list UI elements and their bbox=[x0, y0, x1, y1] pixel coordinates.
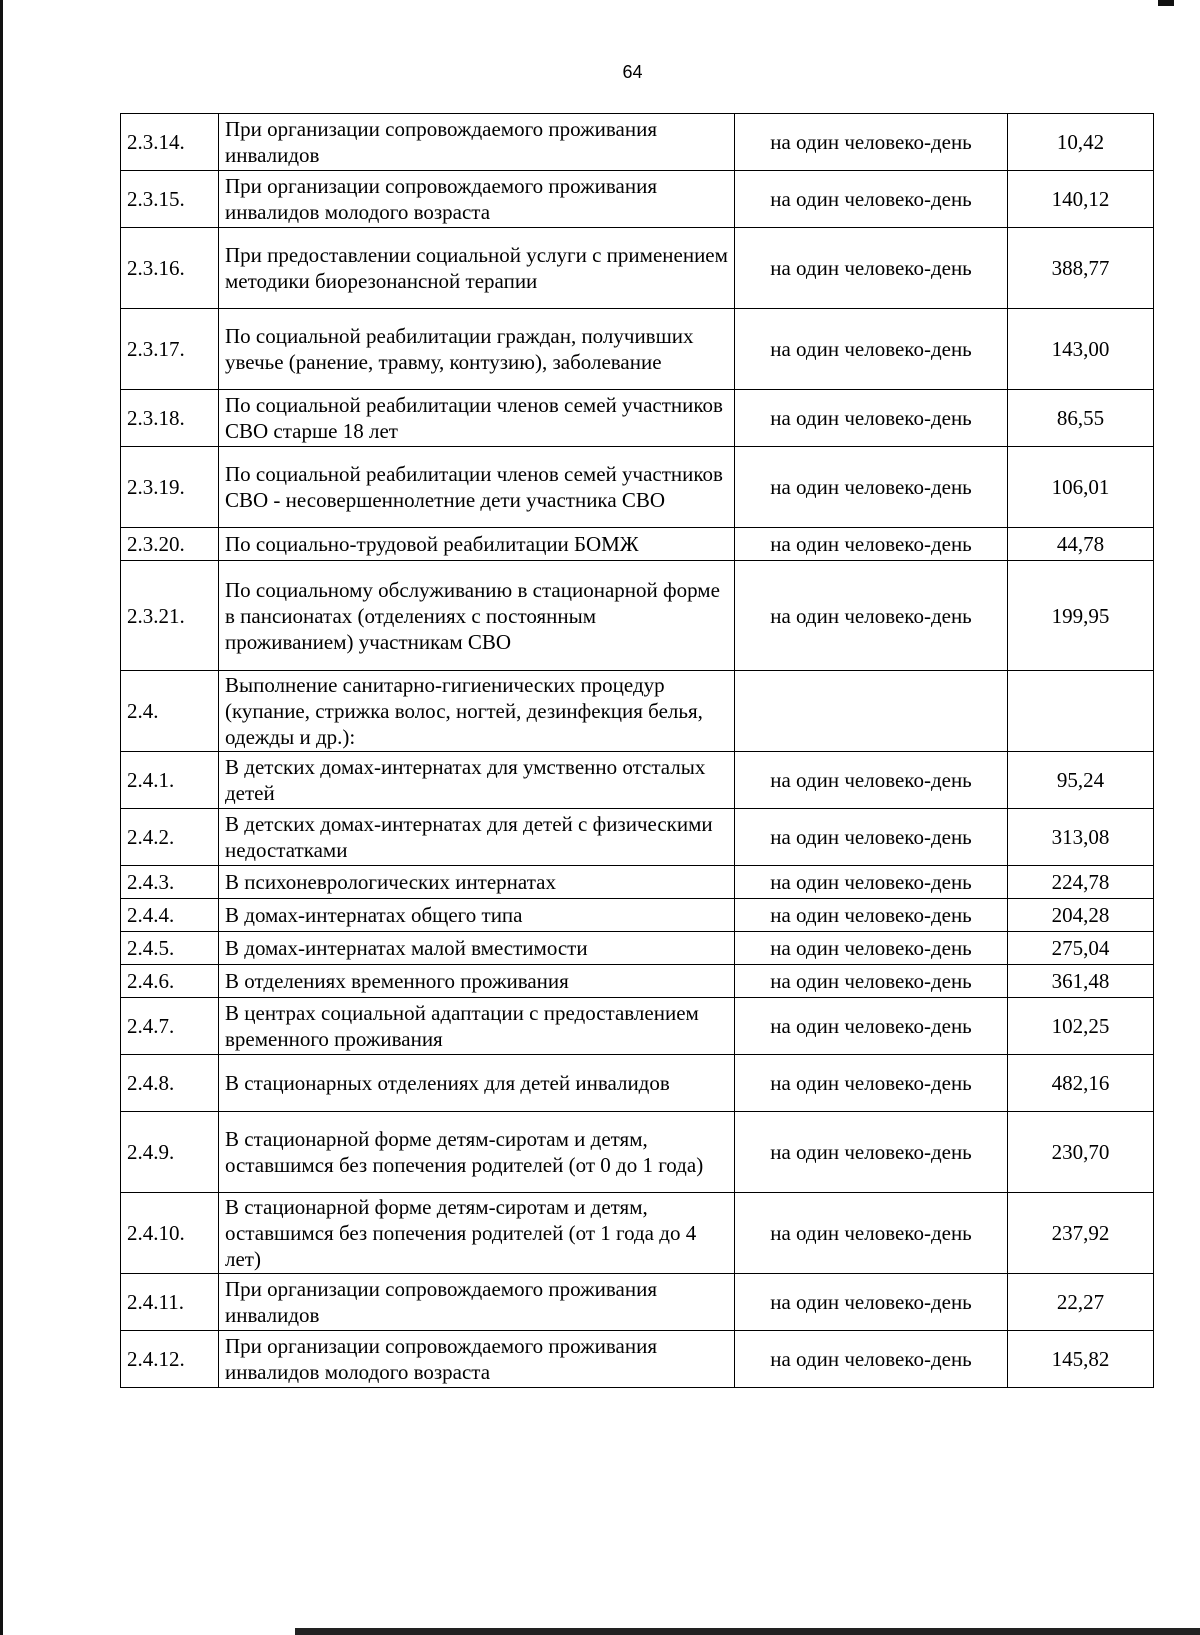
table-row bbox=[121, 309, 1154, 390]
table-row bbox=[121, 1055, 1154, 1112]
row-value: 140,12 bbox=[1008, 171, 1154, 228]
scan-edge-left bbox=[0, 0, 3, 1635]
row-unit: на один человеко-день bbox=[735, 1055, 1008, 1112]
table-row bbox=[121, 932, 1154, 965]
row-unit: на один человеко-день bbox=[735, 809, 1008, 866]
table-row bbox=[121, 447, 1154, 528]
row-name: В домах-интернатах малой вместимости bbox=[219, 932, 735, 965]
row-unit: на один человеко-день bbox=[735, 561, 1008, 671]
row-unit: на один человеко-день bbox=[735, 1193, 1008, 1274]
row-value: 313,08 bbox=[1008, 809, 1154, 866]
row-value: 86,55 bbox=[1008, 390, 1154, 447]
tariff-table bbox=[120, 113, 1154, 1388]
row-unit: на один человеко-день bbox=[735, 390, 1008, 447]
row-name: При предоставлении социальной услуги с применением методики биорезонансной терапии bbox=[219, 228, 735, 309]
table-row bbox=[121, 899, 1154, 932]
row-name: В отделениях временного проживания bbox=[219, 965, 735, 998]
row-unit: на один человеко-день bbox=[735, 965, 1008, 998]
row-value: 388,77 bbox=[1008, 228, 1154, 309]
table-row bbox=[121, 1331, 1154, 1388]
row-name: В стационарной форме детям-сиротам и детям, оставшимся без попечения родителей (от 1 года до 4 лет) bbox=[219, 1193, 735, 1274]
row-code: 2.4. bbox=[121, 671, 219, 752]
row-unit bbox=[735, 671, 1008, 752]
row-code: 2.4.10. bbox=[121, 1193, 219, 1274]
row-value: 102,25 bbox=[1008, 998, 1154, 1055]
row-value: 22,27 bbox=[1008, 1274, 1154, 1331]
row-code: 2.4.9. bbox=[121, 1112, 219, 1193]
row-name: При организации сопровождаемого проживания инвалидов bbox=[219, 1274, 735, 1331]
row-code: 2.4.4. bbox=[121, 899, 219, 932]
row-code: 2.3.16. bbox=[121, 228, 219, 309]
row-value: 199,95 bbox=[1008, 561, 1154, 671]
row-unit: на один человеко-день bbox=[735, 309, 1008, 390]
row-unit: на один человеко-день bbox=[735, 528, 1008, 561]
table-row bbox=[121, 752, 1154, 809]
row-unit: на один человеко-день bbox=[735, 1274, 1008, 1331]
tariff-table-body bbox=[121, 114, 1154, 1388]
row-code: 2.4.6. bbox=[121, 965, 219, 998]
row-name: По социально-трудовой реабилитации БОМЖ bbox=[219, 528, 735, 561]
page-number: 64 bbox=[622, 62, 643, 82]
row-code: 2.3.14. bbox=[121, 114, 219, 171]
row-code: 2.3.20. bbox=[121, 528, 219, 561]
row-code: 2.4.3. bbox=[121, 866, 219, 899]
table-row bbox=[121, 965, 1154, 998]
row-value: 10,42 bbox=[1008, 114, 1154, 171]
table-row bbox=[121, 1274, 1154, 1331]
row-value: 95,24 bbox=[1008, 752, 1154, 809]
row-value: 224,78 bbox=[1008, 866, 1154, 899]
table-row bbox=[121, 228, 1154, 309]
row-name: При организации сопровождаемого проживания инвалидов молодого возраста bbox=[219, 171, 735, 228]
table-row bbox=[121, 390, 1154, 447]
table-row bbox=[121, 528, 1154, 561]
row-value: 361,48 bbox=[1008, 965, 1154, 998]
row-unit: на один человеко-день bbox=[735, 752, 1008, 809]
row-code: 2.4.11. bbox=[121, 1274, 219, 1331]
row-code: 2.4.5. bbox=[121, 932, 219, 965]
row-name: В стационарных отделениях для детей инвалидов bbox=[219, 1055, 735, 1112]
row-name: В центрах социальной адаптации с предоставлением временного проживания bbox=[219, 998, 735, 1055]
table-row bbox=[121, 866, 1154, 899]
row-name: В психоневрологических интернатах bbox=[219, 866, 735, 899]
row-value: 237,92 bbox=[1008, 1193, 1154, 1274]
row-code: 2.3.15. bbox=[121, 171, 219, 228]
table-row bbox=[121, 1193, 1154, 1274]
table-row bbox=[121, 809, 1154, 866]
row-code: 2.4.7. bbox=[121, 998, 219, 1055]
row-code: 2.4.1. bbox=[121, 752, 219, 809]
scan-edge-bottom bbox=[295, 1628, 1200, 1635]
row-unit: на один человеко-день bbox=[735, 1331, 1008, 1388]
row-unit: на один человеко-день bbox=[735, 932, 1008, 965]
row-code: 2.3.19. bbox=[121, 447, 219, 528]
row-name: В детских домах-интернатах для умственно отсталых детей bbox=[219, 752, 735, 809]
row-value: 106,01 bbox=[1008, 447, 1154, 528]
row-unit: на один человеко-день bbox=[735, 866, 1008, 899]
row-code: 2.3.21. bbox=[121, 561, 219, 671]
row-value: 482,16 bbox=[1008, 1055, 1154, 1112]
row-name: При организации сопровождаемого проживания инвалидов молодого возраста bbox=[219, 1331, 735, 1388]
row-name: В стационарной форме детям-сиротам и детям, оставшимся без попечения родителей (от 0 до 1 года) bbox=[219, 1112, 735, 1193]
row-value: 143,00 bbox=[1008, 309, 1154, 390]
table-row bbox=[121, 1112, 1154, 1193]
row-unit: на один человеко-день bbox=[735, 1112, 1008, 1193]
row-unit: на один человеко-день bbox=[735, 447, 1008, 528]
row-value: 204,28 bbox=[1008, 899, 1154, 932]
row-name: По социальной реабилитации членов семей участников СВО - несовершеннолетние дети участника СВО bbox=[219, 447, 735, 528]
scan-mark-top bbox=[1158, 0, 1174, 6]
row-unit: на один человеко-день bbox=[735, 228, 1008, 309]
table-row bbox=[121, 171, 1154, 228]
row-code: 2.4.12. bbox=[121, 1331, 219, 1388]
row-unit: на один человеко-день bbox=[735, 114, 1008, 171]
row-value: 44,78 bbox=[1008, 528, 1154, 561]
row-code: 2.3.18. bbox=[121, 390, 219, 447]
row-name: По социальной реабилитации граждан, получивших увечье (ранение, травму, контузию), заболевание bbox=[219, 309, 735, 390]
row-unit: на один человеко-день bbox=[735, 998, 1008, 1055]
row-value: 145,82 bbox=[1008, 1331, 1154, 1388]
row-unit: на один человеко-день bbox=[735, 899, 1008, 932]
row-value: 275,04 bbox=[1008, 932, 1154, 965]
table-row bbox=[121, 998, 1154, 1055]
row-value: 230,70 bbox=[1008, 1112, 1154, 1193]
table-row bbox=[121, 114, 1154, 171]
table-row bbox=[121, 671, 1154, 752]
row-name: По социальной реабилитации членов семей участников СВО старше 18 лет bbox=[219, 390, 735, 447]
table-row bbox=[121, 561, 1154, 671]
row-name: При организации сопровождаемого проживания инвалидов bbox=[219, 114, 735, 171]
row-unit: на один человеко-день bbox=[735, 171, 1008, 228]
row-code: 2.4.8. bbox=[121, 1055, 219, 1112]
row-name: Выполнение санитарно-гигиенических процедур (купание, стрижка волос, ногтей, дезинфекция белья, одежды и др.): bbox=[219, 671, 735, 752]
row-value bbox=[1008, 671, 1154, 752]
row-name: В детских домах-интернатах для детей с физическими недостатками bbox=[219, 809, 735, 866]
row-code: 2.3.17. bbox=[121, 309, 219, 390]
row-code: 2.4.2. bbox=[121, 809, 219, 866]
row-name: По социальному обслуживанию в стационарной форме в пансионатах (отделениях с постоянным проживанием) участникам СВО bbox=[219, 561, 735, 671]
row-name: В домах-интернатах общего типа bbox=[219, 899, 735, 932]
